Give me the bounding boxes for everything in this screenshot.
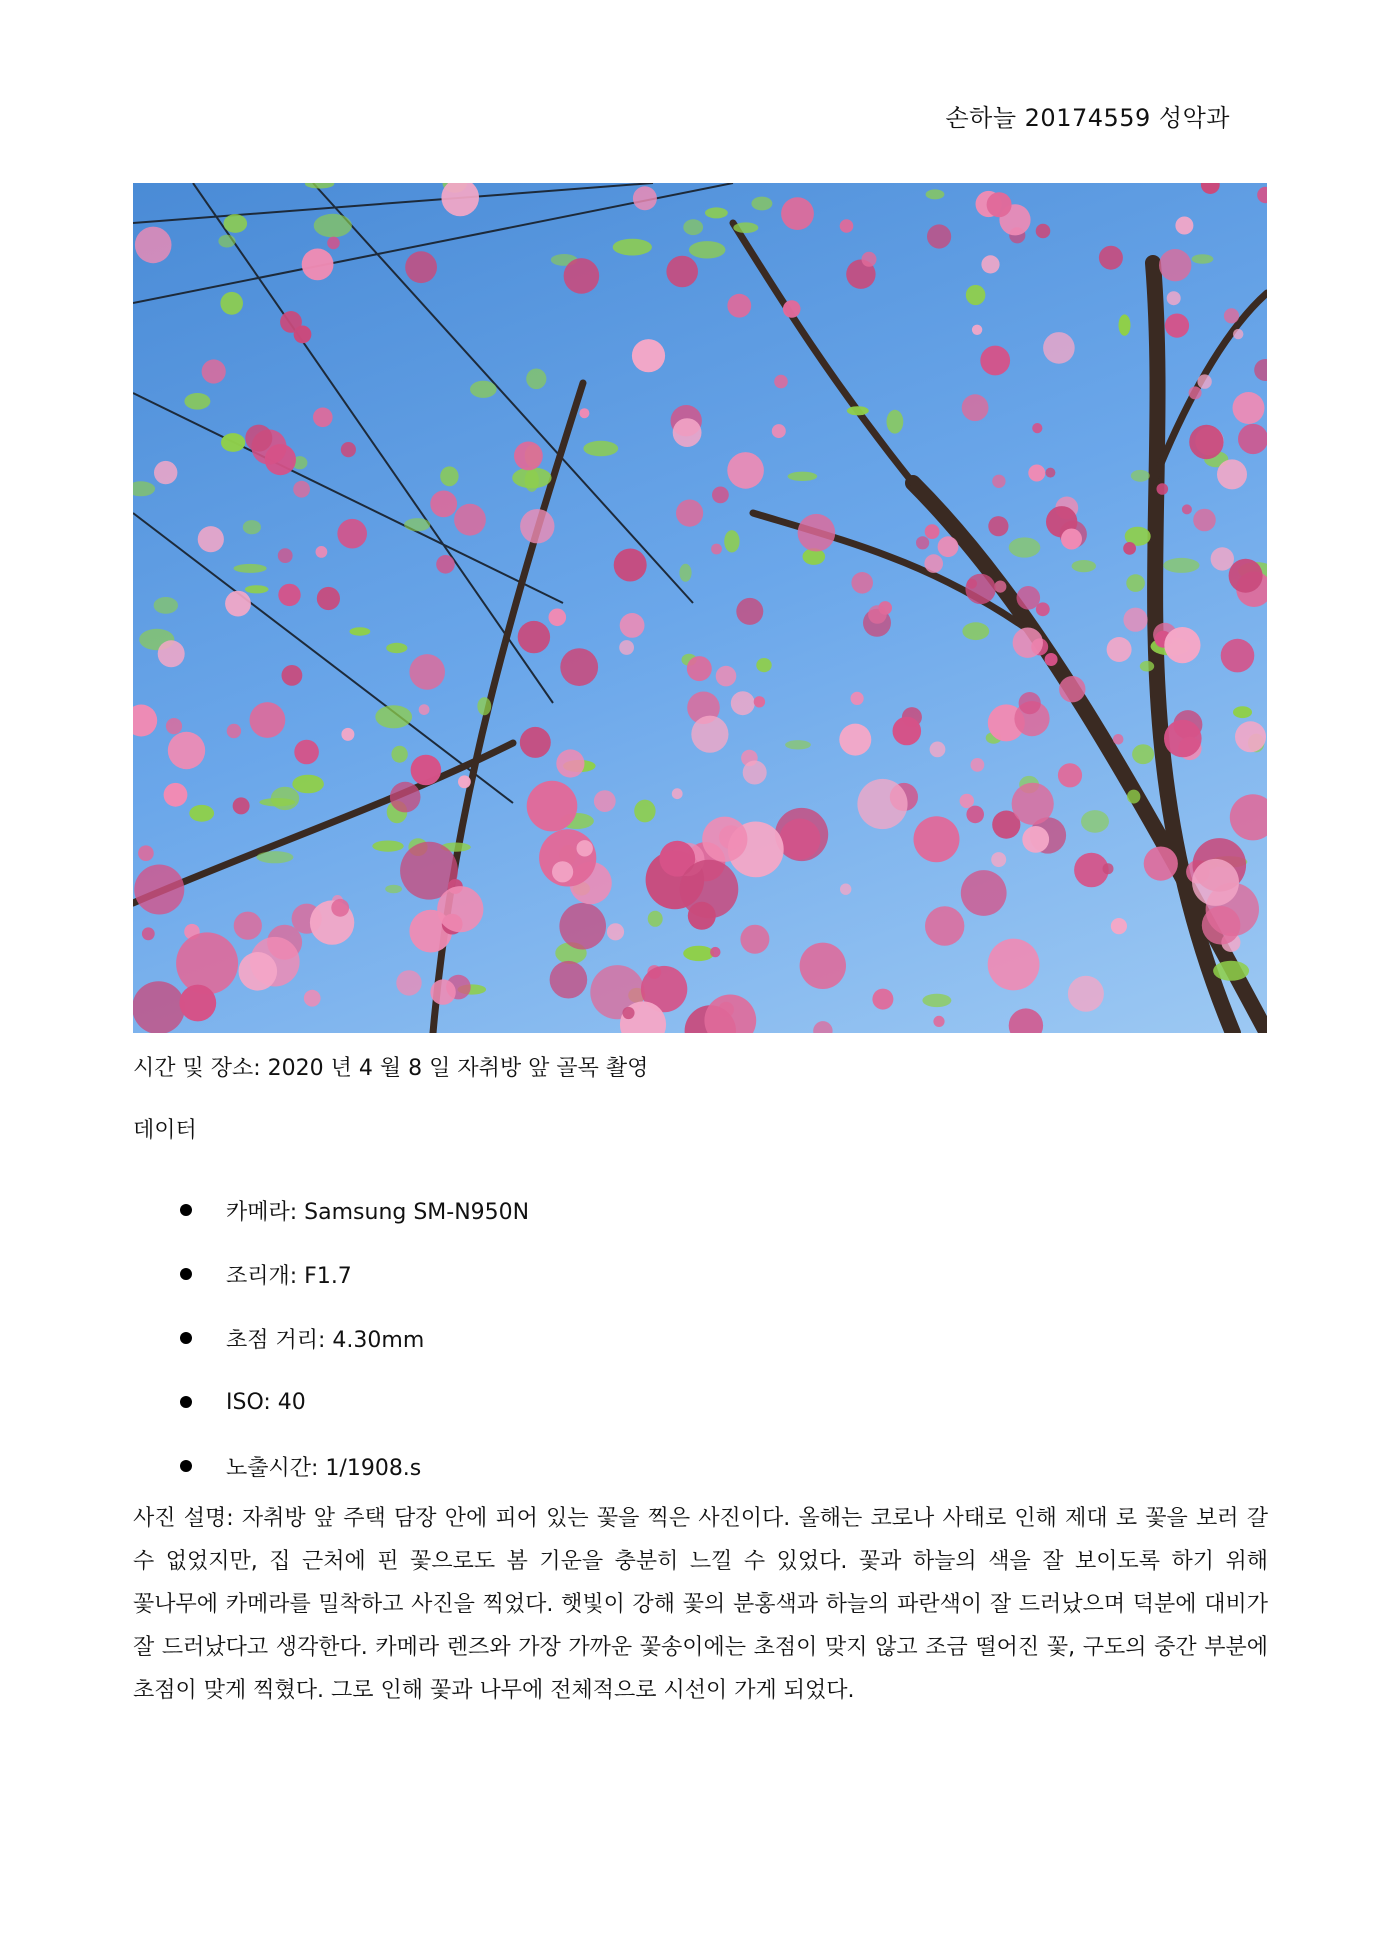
blossom — [1107, 637, 1132, 662]
blossom — [925, 906, 964, 945]
blossom — [239, 952, 278, 991]
blossom — [1164, 720, 1202, 758]
leaf — [391, 746, 407, 763]
blossom — [813, 1021, 832, 1033]
leaf — [1140, 661, 1154, 672]
blossom — [1012, 783, 1054, 825]
blossom — [1254, 359, 1267, 381]
blossom — [304, 990, 321, 1007]
blossom — [302, 249, 334, 281]
leaf — [1009, 537, 1041, 557]
author-header: 손하늘 20174559 성악과 — [945, 104, 1230, 132]
leaf — [1192, 254, 1214, 263]
blossom — [971, 758, 985, 772]
blossom — [234, 912, 262, 940]
blossom — [133, 981, 185, 1033]
blossom — [1221, 639, 1255, 673]
leaf — [634, 800, 655, 823]
blossom — [313, 408, 333, 428]
blossom — [988, 516, 1008, 536]
leaf — [292, 775, 324, 794]
blossom — [916, 536, 929, 549]
leaf — [689, 241, 726, 258]
blossom — [280, 311, 302, 333]
time-place-line: 시간 및 장소: 2020 년 4 월 8 일 자취방 앞 골목 촬영 — [133, 1056, 649, 1081]
blossom — [933, 1016, 944, 1027]
list-item — [180, 1434, 529, 1498]
blossom — [1022, 826, 1049, 853]
blossom — [559, 903, 606, 950]
blossom — [316, 546, 328, 558]
leaf — [245, 585, 269, 593]
aperture-value: 조리개: F1.7 — [226, 1263, 352, 1289]
blossom — [980, 346, 1010, 376]
blossom — [250, 702, 286, 738]
blossom — [727, 294, 751, 318]
blossom — [619, 640, 634, 655]
blossom — [134, 865, 184, 915]
leaf — [1163, 558, 1199, 573]
leaf — [375, 705, 412, 728]
blossom — [727, 452, 764, 489]
blossom — [1036, 602, 1050, 616]
blossom — [430, 491, 457, 518]
blossom — [227, 724, 241, 738]
blossom — [225, 591, 251, 617]
leaf — [133, 481, 155, 496]
leaf — [271, 787, 299, 810]
blossom — [1113, 734, 1124, 745]
leaf — [1119, 314, 1131, 335]
blossom — [966, 806, 984, 824]
blossom — [154, 461, 177, 484]
branch — [733, 223, 913, 483]
blossom — [1061, 529, 1082, 550]
leaf — [785, 740, 811, 749]
blossom — [688, 902, 716, 930]
blossom — [594, 790, 616, 812]
blossom — [436, 555, 455, 574]
leaf — [1132, 744, 1154, 764]
leaf — [221, 433, 245, 452]
leaf — [583, 441, 618, 456]
exposure-time-value: 노출시간: 1/1908.s — [226, 1455, 422, 1481]
blossom — [672, 788, 683, 799]
camera-model: 카메라: Samsung SM-N950N — [226, 1199, 530, 1225]
blossom — [839, 724, 871, 756]
focal-length-value: 초점 거리: 4.30mm — [226, 1327, 425, 1353]
list-item — [180, 1370, 529, 1434]
leaf — [243, 520, 261, 534]
leaf — [962, 622, 989, 640]
blossom — [1164, 627, 1200, 663]
blossom — [437, 886, 483, 932]
leaf — [679, 564, 691, 582]
blossom — [1167, 291, 1181, 305]
blossom — [1123, 542, 1136, 555]
blossom — [740, 925, 769, 954]
blossom — [1202, 906, 1241, 945]
leaf — [683, 946, 714, 961]
blossom — [687, 656, 712, 681]
blossom — [245, 425, 272, 452]
leaf — [724, 530, 739, 552]
blossom — [1123, 608, 1147, 632]
blossom — [179, 985, 216, 1022]
blossom — [396, 970, 421, 995]
blossom — [341, 442, 356, 457]
leaf — [234, 564, 267, 573]
blossom — [1111, 918, 1127, 934]
blossom — [716, 666, 737, 687]
blossom — [607, 923, 624, 940]
blossom — [1032, 423, 1042, 433]
leaf — [385, 885, 402, 894]
leaf — [154, 597, 178, 614]
blossom — [988, 939, 1040, 991]
blossom — [938, 536, 959, 557]
blossom — [994, 581, 1006, 593]
photo-description: 사진 설명: 자취방 앞 주택 담장 안에 피어 있는 꽃을 찍은 사진이다. 올해는 코로나 사태로 인해 제대 로 꽃을 보러 갈 수 없었지만, 집 근처에 핀 꽃으로도 봄 기운을 충분히 느낄 수 있었다. 꽃과 하늘의 색을 잘 보이도록 하기 위해 꽃나무에 카메라를 밀착하고 사진을 찍었다. 햇빛이 강해 꽃의 분홍색과 하늘의 파란색이 잘 드러났으며 덕분에 대비가 잘 드러났다고 생각한다. 카메라 렌즈와 가장 가까운 꽃송이에는 초점이 맞지 않고 조금 떨어진 꽃, 구도의 중간 부분에 초점이 맞게 찍혔다. 그로 인해 꽃과 나무에 전체적으로 시선이 가게 되었다. — [133, 1506, 1268, 1703]
blossom — [930, 742, 946, 758]
blossom — [851, 572, 873, 594]
blossom-cluster — [133, 183, 1267, 1033]
blossom — [1182, 504, 1192, 514]
blossom — [1230, 794, 1267, 840]
leaf — [372, 841, 403, 852]
bullet-icon — [180, 1204, 192, 1216]
blossom — [772, 424, 786, 438]
blossom — [743, 761, 767, 785]
blossom — [840, 219, 854, 233]
leaf — [1126, 574, 1145, 592]
blossom — [1189, 386, 1202, 399]
blossom — [549, 609, 567, 627]
leaf — [1213, 961, 1249, 981]
blossom — [527, 781, 578, 832]
blossom — [1189, 425, 1223, 459]
leaf — [648, 911, 663, 927]
leaf — [1233, 706, 1252, 718]
blossom — [673, 418, 702, 447]
blossom — [676, 500, 703, 527]
blossom — [1013, 628, 1043, 658]
blossom-photo — [133, 183, 1267, 1033]
blossom — [579, 408, 589, 418]
leaf — [1081, 810, 1109, 833]
blossom — [458, 775, 471, 788]
leaf — [184, 393, 210, 410]
blossom — [430, 979, 455, 1004]
blossom — [702, 817, 747, 862]
blossom — [409, 654, 445, 690]
blossom — [405, 251, 437, 283]
blossom — [1192, 859, 1239, 906]
leaf — [756, 658, 771, 672]
blossom — [1045, 653, 1058, 666]
blossom — [411, 755, 442, 786]
blossom — [520, 509, 554, 543]
blossom — [282, 665, 303, 686]
blossom — [754, 696, 765, 707]
blossom — [633, 186, 657, 210]
blossom — [1224, 308, 1239, 323]
leaf — [788, 472, 818, 481]
bullet-icon — [180, 1460, 192, 1472]
blossom — [987, 192, 1012, 217]
leaf — [922, 994, 951, 1007]
blossom — [1059, 676, 1085, 702]
blossom — [135, 227, 172, 264]
blossom — [711, 544, 722, 555]
leaf — [256, 851, 293, 863]
leaf — [1127, 790, 1140, 804]
blossom — [914, 816, 960, 862]
power-line — [133, 183, 653, 223]
leaf — [218, 235, 235, 248]
leaf — [1131, 470, 1150, 482]
blossom — [1257, 187, 1267, 203]
leaf — [613, 239, 652, 256]
blossom — [798, 514, 836, 552]
leaf — [470, 381, 497, 398]
blossom — [774, 375, 788, 389]
blossom — [925, 524, 940, 539]
blossom — [1217, 459, 1247, 489]
blossom — [278, 584, 300, 606]
blossom — [712, 487, 729, 504]
blossom — [1197, 374, 1211, 388]
blossom — [800, 943, 846, 989]
blossom — [781, 197, 814, 230]
blossom — [550, 961, 588, 999]
blossom-photo-drawing — [133, 183, 1267, 1033]
blossom — [133, 705, 157, 737]
bullet-icon — [180, 1332, 192, 1344]
blossom — [560, 648, 598, 686]
blossom — [1238, 424, 1267, 454]
blossom — [862, 252, 877, 267]
blossom — [1103, 863, 1114, 874]
blossom — [1159, 249, 1191, 281]
blossom — [704, 995, 756, 1034]
blossom — [341, 728, 354, 741]
blossom — [927, 224, 951, 248]
blossom — [1201, 183, 1220, 194]
power-line — [133, 393, 563, 603]
blossom — [337, 519, 367, 549]
blossom — [991, 852, 1006, 867]
leaf — [847, 406, 869, 415]
leaf — [477, 697, 491, 715]
blossom — [1043, 332, 1075, 364]
blossom — [783, 300, 801, 318]
iso-value: ISO: 40 — [226, 1389, 306, 1415]
camera-data-list — [180, 1178, 529, 1498]
leaf — [526, 369, 546, 390]
blossom — [331, 899, 349, 917]
blossom — [441, 183, 479, 216]
leaf — [189, 805, 214, 822]
blossom — [142, 927, 155, 940]
blossom — [1068, 976, 1104, 1012]
blossom — [710, 947, 720, 957]
bullet-icon — [180, 1268, 192, 1280]
blossom — [514, 442, 543, 471]
leaf — [224, 214, 248, 233]
leaf — [733, 222, 758, 233]
leaf — [683, 219, 703, 235]
leaf — [404, 518, 430, 531]
blossom — [164, 783, 188, 807]
blossom — [736, 598, 763, 625]
leaf — [305, 183, 334, 189]
blossom — [1233, 392, 1265, 424]
blossom — [872, 989, 893, 1010]
blossom — [1009, 1008, 1043, 1033]
blossom — [1157, 483, 1169, 495]
blossom — [1144, 847, 1178, 881]
blossom — [138, 845, 154, 861]
leaf — [314, 214, 352, 238]
blossom — [1235, 721, 1266, 752]
blossom — [1229, 559, 1263, 593]
blossom — [520, 727, 551, 758]
blossom — [176, 932, 238, 994]
blossom — [556, 749, 584, 777]
blossom — [552, 861, 573, 882]
blossom — [518, 621, 550, 653]
blossom — [1036, 224, 1051, 239]
blossom — [1019, 692, 1041, 714]
blossom — [965, 574, 995, 604]
blossom — [158, 640, 185, 667]
blossom — [1233, 329, 1243, 339]
blossom — [278, 548, 293, 563]
blossom — [577, 840, 593, 856]
blossom — [294, 740, 319, 765]
blossom — [1045, 468, 1055, 478]
blossom — [454, 504, 486, 536]
blossom — [992, 475, 1005, 488]
blossom — [317, 587, 340, 610]
leaf — [887, 410, 904, 434]
leaf — [751, 197, 772, 211]
blossom — [202, 359, 226, 383]
blossom — [868, 605, 887, 624]
blossom — [198, 526, 224, 552]
blossom — [390, 782, 421, 813]
blossom — [1211, 547, 1234, 570]
leaf — [386, 643, 407, 653]
blossom — [620, 613, 645, 638]
leaf — [440, 466, 458, 486]
blossom — [691, 716, 728, 753]
list-item — [180, 1242, 529, 1306]
blossom — [168, 732, 205, 769]
blossom — [857, 779, 907, 829]
blossom — [1058, 763, 1082, 787]
blossom — [293, 481, 310, 498]
leaf — [966, 285, 986, 305]
blossom — [1099, 246, 1123, 270]
blossom — [1175, 217, 1193, 235]
blossom — [924, 554, 943, 573]
blossom — [893, 717, 922, 746]
blossom — [614, 549, 647, 582]
blossom — [1028, 465, 1045, 482]
blossom — [779, 819, 820, 860]
blossom — [233, 797, 250, 814]
blossom — [1193, 509, 1216, 532]
blossom — [840, 884, 851, 895]
list-item — [180, 1306, 529, 1370]
blossom — [1165, 314, 1189, 338]
blossom — [1017, 586, 1041, 610]
leaf — [926, 189, 945, 199]
leaf — [1072, 560, 1096, 572]
blossom — [632, 339, 665, 372]
blossom — [981, 255, 999, 273]
list-item — [180, 1178, 529, 1242]
leaf — [512, 467, 551, 488]
blossom — [960, 794, 974, 808]
blossom — [962, 394, 989, 421]
leaf — [705, 207, 728, 218]
data-heading: 데이터 — [133, 1118, 197, 1143]
blossom — [419, 704, 430, 715]
blossom — [327, 237, 340, 250]
leaf — [350, 627, 371, 635]
blossom — [666, 256, 698, 288]
bullet-icon — [180, 1396, 192, 1408]
leaf — [220, 292, 243, 315]
blossom — [961, 870, 1007, 916]
blossom — [564, 258, 600, 294]
blossom — [972, 325, 982, 335]
blossom — [731, 691, 755, 715]
blossom — [851, 692, 864, 705]
blossom — [622, 1007, 634, 1019]
blossom — [166, 718, 182, 734]
